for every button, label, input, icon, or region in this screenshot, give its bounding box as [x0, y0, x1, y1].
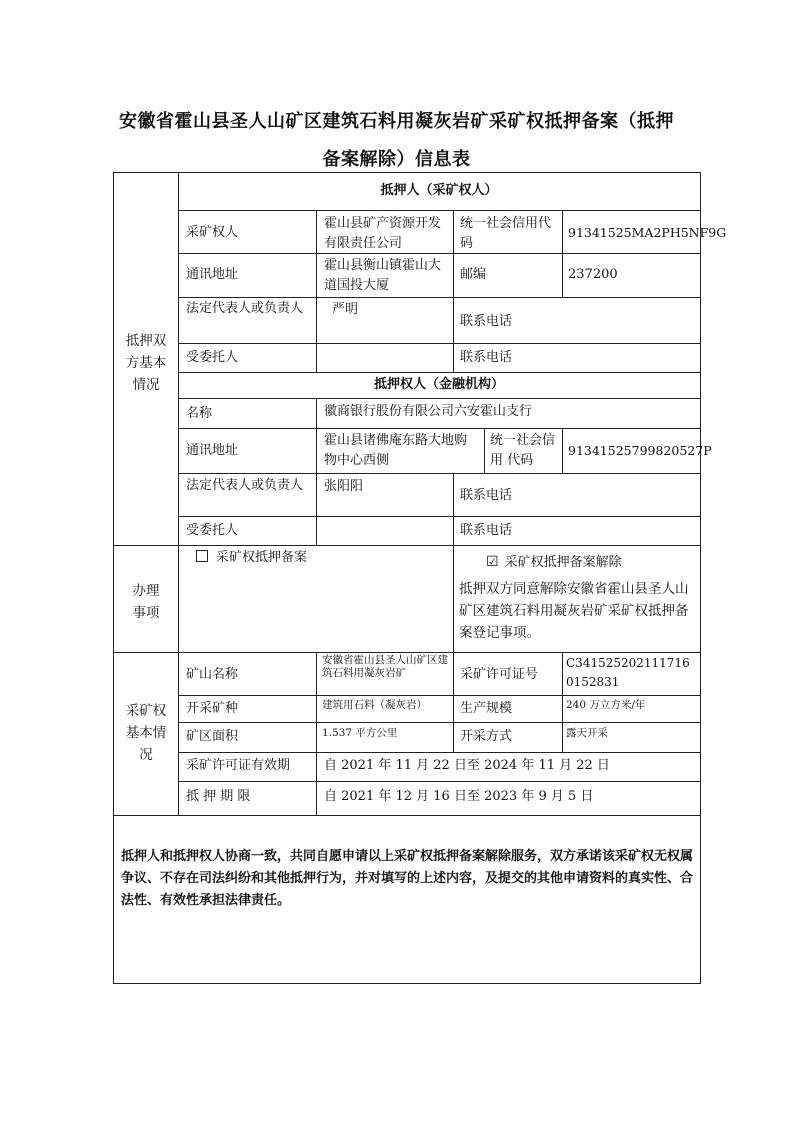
pledgor-legal-rep-label: 法定代表人或负责人 — [186, 301, 304, 316]
pledgor-name-value: 霍山县矿产资源开发有限责任公司 — [324, 216, 442, 251]
mining-area-value: 1.537 平方公里 — [322, 727, 398, 739]
pledgor-header: 抵押人（采矿权人） — [380, 183, 498, 198]
mineral-type-value: 建筑用石料（凝灰岩） — [322, 699, 427, 711]
mineral-type-label: 开采矿种 — [186, 701, 239, 716]
section-label-matters: 办理事项 — [132, 583, 160, 621]
production-scale-value: 240 万立方米/年 — [566, 699, 646, 711]
mining-area-label: 矿区面积 — [186, 729, 239, 744]
license-validity-value: 自 2021 年 11 月 22 日至 2024 年 11 月 22 日 — [324, 758, 610, 773]
mine-name-label: 矿山名称 — [186, 667, 239, 682]
release-description: 抵押双方同意解除安徽省霍山县圣人山矿区建筑石料用凝灰岩矿采矿权抵押备案登记事项。 — [459, 581, 689, 641]
option-pledge-filing[interactable] — [196, 548, 307, 568]
section-label-parties: 抵押双方基本情况 — [125, 333, 167, 393]
pledgor-address-label: 通讯地址 — [186, 267, 239, 282]
pledgee-credit-code-label: 统一社会信用 代码 — [490, 433, 556, 468]
pledgee-header: 抵押权人（金融机构） — [373, 377, 504, 392]
pledgee-name-label: 名称 — [186, 406, 213, 421]
pledgee-name-value: 徽商银行股份有限公司六安霍山支行 — [324, 404, 533, 419]
option-pledge-release-label: 采矿权抵押备案解除 — [504, 555, 622, 570]
form-title-line1: 安徽省霍山县圣人山矿区建筑石料用凝灰岩矿采矿权抵押备案（抵押 — [119, 111, 674, 132]
mine-name-value: 安徽省霍山县圣人山矿区建筑石料用凝灰岩矿 — [322, 654, 448, 679]
pledgor-credit-code-label: 统一社会信用代码 — [460, 216, 552, 251]
checkbox-checked-icon[interactable]: ☑ — [486, 554, 499, 570]
pledgee-agent-label: 受委托人 — [186, 523, 239, 538]
section-label-mining-right: 采矿权基本情况 — [125, 703, 167, 763]
pledgor-legal-rep-value: 严明 — [332, 302, 359, 317]
pledge-period-label: 抵 押 期 限 — [186, 789, 251, 804]
production-scale-label: 生产规模 — [460, 701, 513, 716]
pledgor-name-label: 采矿权人 — [186, 225, 239, 240]
form-title-line2: 备案解除）信息表 — [322, 149, 471, 170]
pledgee-credit-code-value: 91341525799820527P — [568, 443, 712, 458]
pledgee-address-value: 霍山县诸佛庵东路大地购物中心西侧 — [324, 433, 468, 468]
mining-method-value: 露天开采 — [566, 727, 608, 739]
pledgor-address-value: 霍山县衡山镇霍山大道国投大厦 — [324, 258, 442, 293]
pledge-period-value: 自 2021 年 12 月 16 日至 2023 年 9 月 5 日 — [324, 789, 594, 804]
license-number-label: 采矿许可证号 — [460, 667, 539, 682]
form-title — [100, 103, 693, 179]
pledgor-postcode-value: 237200 — [568, 267, 618, 282]
pledgor-credit-code-value: 91341525MA2PH5NF9G — [568, 225, 727, 240]
pledgor-agent-label: 受委托人 — [186, 350, 239, 365]
pledgor-phone-label: 联系电话 — [460, 314, 513, 329]
checkbox-unchecked-icon[interactable] — [196, 550, 208, 562]
pledgee-legal-rep-label: 法定代表人或负责人 — [186, 478, 304, 493]
mining-method-label: 开采方式 — [460, 729, 513, 744]
license-validity-label: 采矿许可证有效期 — [186, 758, 291, 773]
license-number-value: C3415252021117160152831 — [566, 656, 690, 689]
declaration-text: 抵押人和抵押权人协商一致，共同自愿申请以上采矿权抵押备案解除服务，双方承诺该采矿权无权属争议、不存在司法纠纷和其他抵押行为，并对填写的上述内容，及提交的其他申请资料的真实性、合法性、有效性承担法律责任。 — [121, 849, 694, 908]
pledgor-agent-phone-label: 联系电话 — [460, 350, 513, 365]
option-pledge-release[interactable] — [486, 552, 622, 573]
pledgor-postcode-label: 邮编 — [460, 267, 487, 282]
pledgee-legal-rep-value: 张阳阳 — [324, 479, 364, 494]
pledgee-address-label: 通讯地址 — [186, 443, 239, 458]
pledgee-agent-phone-label: 联系电话 — [460, 523, 513, 538]
pledgee-phone-label: 联系电话 — [460, 488, 513, 503]
option-pledge-filing-label: 采矿权抵押备案 — [216, 550, 308, 565]
